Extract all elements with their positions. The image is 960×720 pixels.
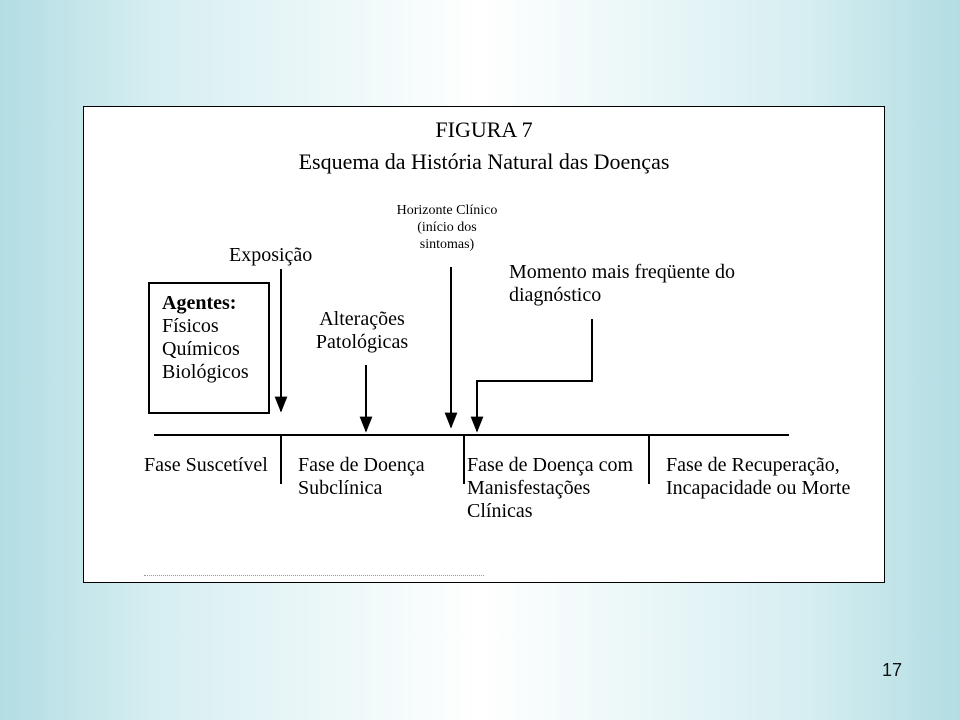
agente-item: Biológicos — [162, 361, 249, 383]
diagram-figure — [83, 106, 885, 583]
phase-label-suscetivel: Fase Suscetível — [144, 454, 268, 476]
phase-label-subclinica: Fase de Doença Subclínica — [298, 454, 425, 499]
scan-artifact — [144, 575, 484, 582]
agente-item: Químicos — [162, 338, 240, 360]
horizonte-clinico-label: Horizonte Clínico (início dos sintomas) — [396, 203, 498, 252]
figure-subtitle: Esquema da História Natural das Doenças — [298, 149, 670, 174]
momento-diagnostico-label: Momento mais freqüente do diagnóstico — [509, 261, 736, 306]
alteracoes-patologicas-label: Alterações Patológicas — [315, 308, 409, 353]
phase-label-clinica: Fase de Doença com Manisfestações Clínicas — [467, 454, 634, 522]
phase-label-recuperacao: Fase de Recuperação, Incapacidade ou Morte — [666, 454, 851, 499]
momento-arrow — [477, 319, 592, 431]
exposicao-label: Exposição — [229, 244, 313, 266]
agentes-heading: Agentes: — [162, 292, 237, 314]
figure-title: FIGURA 7 — [435, 117, 533, 142]
page-number: 17 — [882, 660, 903, 680]
agente-item: Físicos — [162, 315, 219, 337]
